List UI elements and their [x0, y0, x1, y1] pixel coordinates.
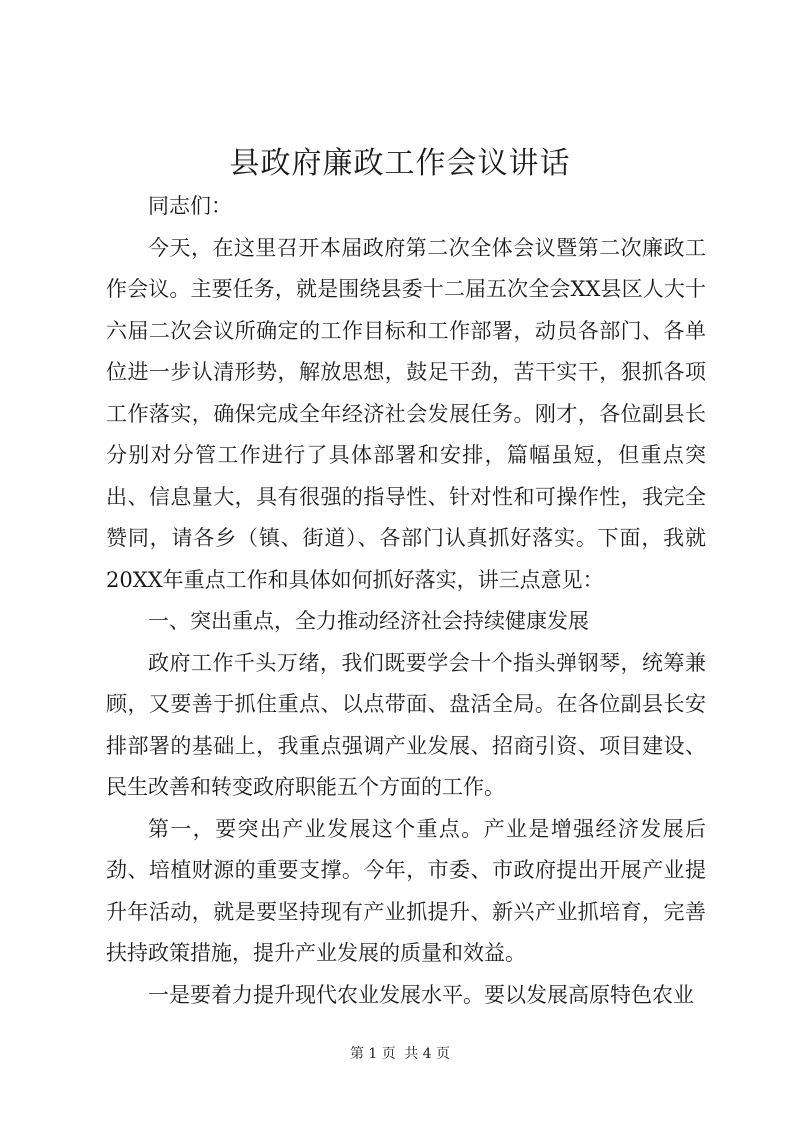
page-footer	[0, 1044, 800, 1064]
paragraph-agriculture: 一是要着力提升现代农业发展水平。要以发展高原特色农业	[148, 982, 694, 1007]
paragraph-industry: 第一，要突出产业发展这个重点。产业是增强经济发展后劲、培植财源的重要支撑。今年，市委、市政府提出开展产业提升年活动，就是要坚持现有产业抓提升、新兴产业抓培育，完善扶持政策措施，提升产业发展的质量和效益。	[106, 816, 706, 965]
document-body	[106, 186, 706, 1016]
page-number: 第 1 页	[349, 1046, 396, 1062]
salutation: 同志们：	[148, 194, 232, 218]
paragraph-intro: 今天，在这里召开本届政府第二次全体会议暨第二次廉政工作会议。主要任务，就是围绕县委十二届五次全会XX县区人大十六届二次会议所确定的工作目标和工作部署，动员各部门、各单位进一步认清形势，解放思想，鼓足干劲，苦干实干，狠抓各项工作落实，确保完成全年经济社会发展任务。刚才，各位副县长分别对分管工作进行了具体部署和安排，篇幅虽短，但重点突出、信息量大，具有很强的指导性、针对性和可操作性，我完全赞同，请各乡（镇、街道）、各部门认真抓好落实。下面，我就20XX年重点工作和具体如何抓好落实，讲三点意见：	[106, 235, 706, 592]
document-title: 县政府廉政工作会议讲话	[229, 146, 571, 181]
page-total: 共 4 页	[404, 1046, 451, 1062]
paragraph-overview: 政府工作千头万绪，我们既要学会十个指头弹钢琴，统筹兼顾，又要善于抓住重点、以点带面、盘活全局。在各位副县长安排部署的基础上，我重点强调产业发展、招商引资、项目建设、民生改善和转变政府职能五个方面的工作。	[106, 650, 706, 799]
section-heading-1: 一、突出重点，全力推动经济社会持续健康发展	[148, 609, 589, 633]
